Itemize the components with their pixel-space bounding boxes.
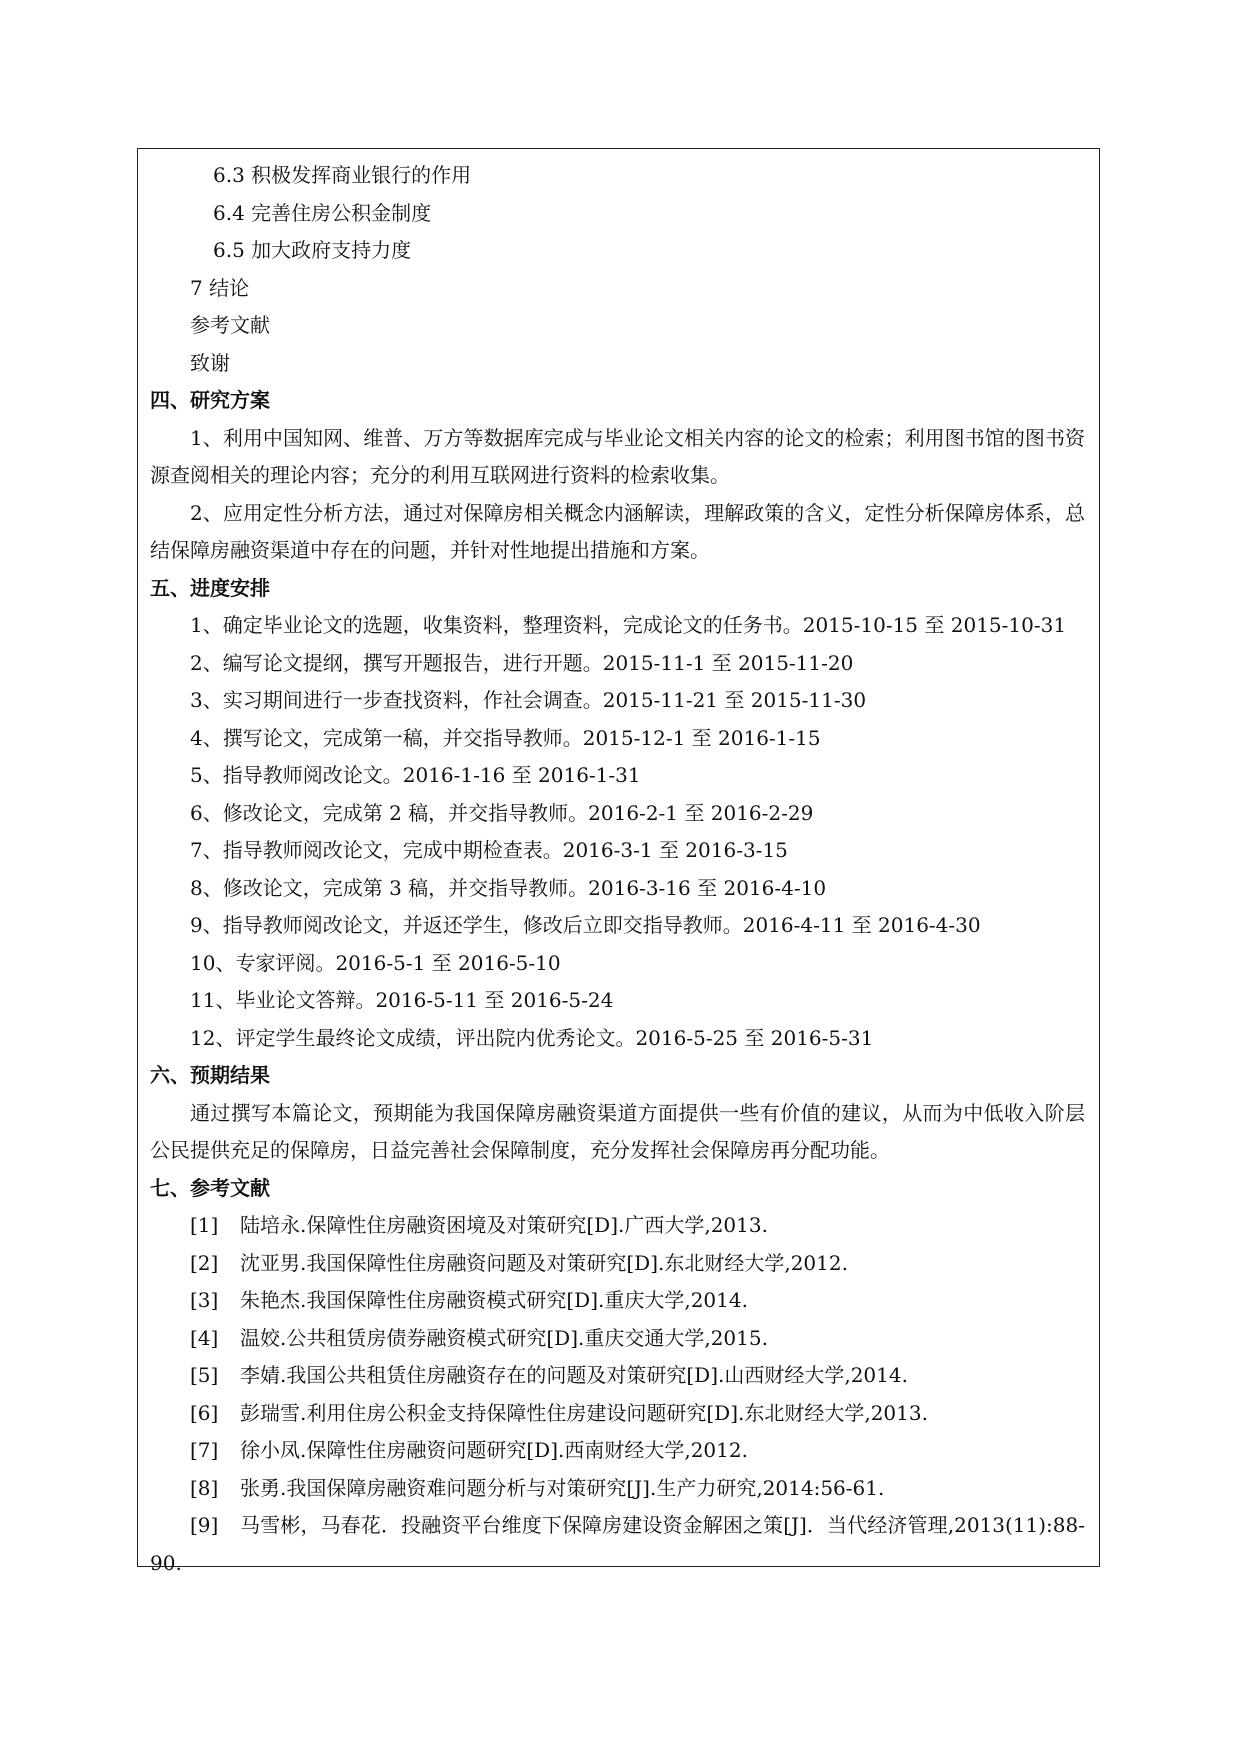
reference-number: [2]: [190, 1250, 219, 1275]
document-content: [150, 157, 1085, 1582]
schedule-item: 1、确定毕业论文的选题，收集资料，整理资料，完成论文的任务书。2015-10-15 至 2015-10-31: [190, 613, 1067, 637]
schedule-item: 11、毕业论文答辩。2016-5-11 至 2016-5-24: [190, 988, 614, 1012]
reference-text: 沈亚男.我国保障性住房融资问题及对策研究[D].东北财经大学,2012.: [240, 1250, 848, 1275]
reference-text: 徐小凤.保障性住房融资问题研究[D].西南财经大学,2012.: [240, 1438, 748, 1462]
research-plan-paragraph-2: 2、应用定性分析方法，通过对保障房相关概念内涵解读，理解政策的含义，定性分析保障房体系，总结保障房融资渠道中存在的问题，并针对性地提出措施和方案。: [150, 500, 1085, 562]
reference-text: 彭瑞雪.利用住房公积金支持保障性住房建设问题研究[D].东北财经大学,2013.: [240, 1400, 928, 1425]
reference-number: [3]: [190, 1288, 219, 1312]
schedule-item: 12、评定学生最终论文成绩，评出院内优秀论文。2016-5-25 至 2016-5-31: [190, 1025, 874, 1050]
section-heading-research-plan: 四、研究方案: [150, 388, 270, 412]
schedule-item: 10、专家评阅。2016-5-1 至 2016-5-10: [190, 950, 561, 975]
toc-item-conclusion: 7 结论: [190, 275, 250, 300]
reference-entry: [150, 1432, 1085, 1470]
reference-number: [6]: [190, 1400, 219, 1425]
reference-text: 温姣.公共租赁房债券融资模式研究[D].重庆交通大学,2015.: [240, 1325, 768, 1350]
reference-text: 马雪彬，马春花．投融资平台维度下保障房建设资金解困之策[J]．当代经济管理,2013(11):88-90.: [150, 1513, 1085, 1575]
section-heading-schedule: 五、进度安排: [150, 575, 270, 600]
reference-number: [4]: [190, 1325, 219, 1350]
schedule-item: 3、实习期间进行一步查找资料，作社会调查。2015-11-21 至 2015-11-30: [190, 688, 867, 712]
reference-entry: [150, 1395, 1085, 1433]
research-plan-paragraph-1: 1、利用中国知网、维普、万方等数据库完成与毕业论文相关内容的论文的检索；利用图书馆的图书资源查阅相关的理论内容；充分的利用互联网进行资料的检索收集。: [150, 425, 1085, 487]
toc-item-6-5: 6.5 加大政府支持力度: [213, 238, 412, 262]
reference-number: [9]: [190, 1513, 219, 1537]
toc-item-6-4: 6.4 完善住房公积金制度: [213, 200, 432, 225]
reference-entry: [150, 1470, 1085, 1508]
schedule-item: 6、修改论文，完成第 2 稿，并交指导教师。2016-2-1 至 2016-2-29: [190, 800, 814, 825]
section-heading-references: 七、参考文献: [150, 1175, 270, 1200]
schedule-item: 9、指导教师阅改论文，并返还学生，修改后立即交指导教师。2016-4-11 至 2016-4-30: [190, 913, 981, 937]
reference-number: [7]: [190, 1438, 219, 1462]
expected-results-paragraph: 通过撰写本篇论文，预期能为我国保障房融资渠道方面提供一些有价值的建议，从而为中低收入阶层公民提供充足的保障房，日益完善社会保障制度，充分发挥社会保障房再分配功能。: [150, 1100, 1085, 1162]
schedule-item: 2、编写论文提纲，撰写开题报告，进行开题。2015-11-1 至 2015-11-20: [190, 650, 854, 675]
toc-item-acknowledgement: 致谢: [190, 350, 230, 375]
document-table-frame: [137, 148, 1100, 1575]
reference-entry: [150, 1245, 1085, 1283]
reference-number: [5]: [190, 1363, 219, 1387]
toc-item-references: 参考文献: [190, 313, 270, 337]
reference-number: [8]: [190, 1475, 219, 1500]
schedule-item: 8、修改论文，完成第 3 稿，并交指导教师。2016-3-16 至 2016-4-10: [190, 875, 827, 900]
reference-entry: [150, 1207, 1085, 1245]
section-heading-expected-results: 六、预期结果: [150, 1063, 270, 1087]
reference-text: 朱艳杰.我国保障性住房融资模式研究[D].重庆大学,2014.: [240, 1288, 748, 1312]
reference-text: 张勇.我国保障房融资难问题分析与对策研究[J].生产力研究,2014:56-61.: [240, 1475, 885, 1500]
toc-item-6-3: 6.3 积极发挥商业银行的作用: [213, 163, 472, 187]
schedule-item: 4、撰写论文，完成第一稿，并交指导教师。2015-12-1 至 2016-1-15: [190, 725, 821, 750]
reference-number: [1]: [190, 1213, 219, 1237]
schedule-item: 5、指导教师阅改论文。2016-1-16 至 2016-1-31: [190, 763, 641, 787]
reference-text: 李婧.我国公共租赁住房融资存在的问题及对策研究[D].山西财经大学,2014.: [240, 1363, 908, 1387]
reference-entry: [150, 1357, 1085, 1395]
reference-entry: [150, 1507, 1085, 1582]
schedule-item: 7、指导教师阅改论文，完成中期检查表。2016-3-1 至 2016-3-15: [190, 838, 788, 862]
reference-entry: [150, 1320, 1085, 1358]
reference-text: 陆培永.保障性住房融资困境及对策研究[D].广西大学,2013.: [240, 1213, 768, 1237]
reference-entry: [150, 1282, 1085, 1320]
